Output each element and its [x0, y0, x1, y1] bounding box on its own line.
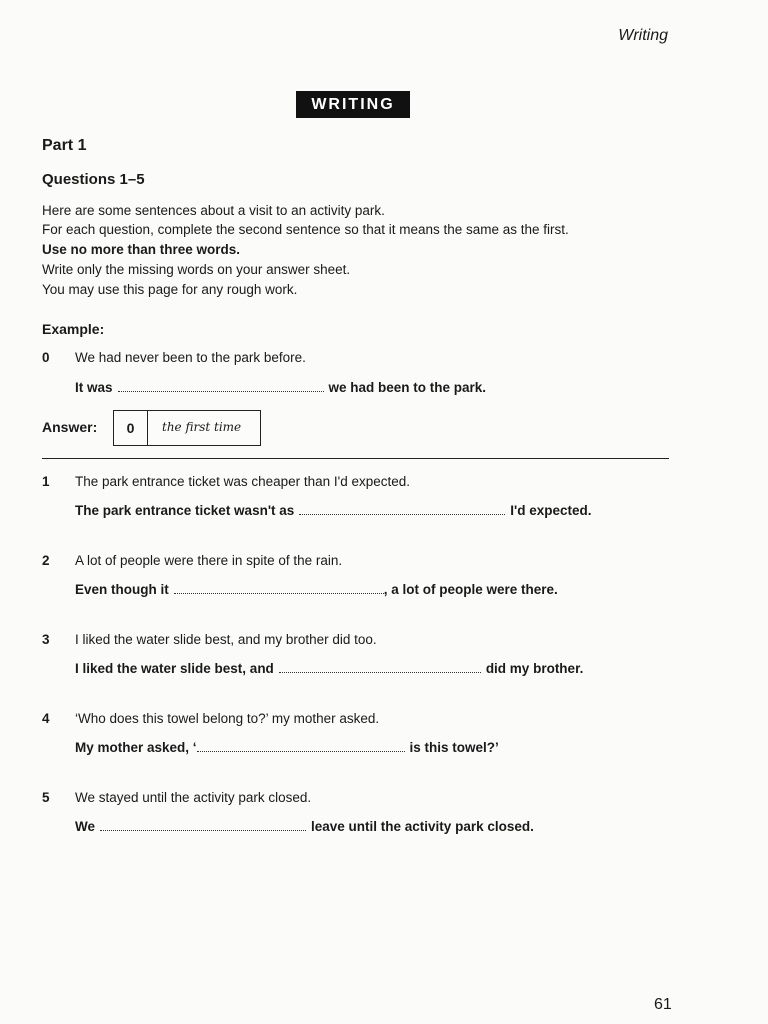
- running-head: Writing: [618, 27, 668, 44]
- instruction-line-emphasis: Use no more than three words.: [42, 242, 241, 257]
- question-sentence: I liked the water slide best, and my brother did too.: [75, 632, 377, 647]
- instruction-line: Write only the missing words on your answer sheet.: [42, 262, 351, 277]
- question-sentence: The park entrance ticket was cheaper than I'd expected.: [75, 474, 411, 489]
- question-sentence: ‘Who does this towel belong to?’ my mother asked.: [75, 711, 380, 726]
- question-prefix: My mother asked, ‘: [75, 740, 197, 755]
- question-answer-line: [75, 503, 592, 518]
- question-blank: [174, 582, 384, 594]
- example-blank: [118, 380, 324, 392]
- question-blank: [299, 503, 505, 515]
- question-prefix: I liked the water slide best, and: [75, 661, 274, 676]
- example-suffix: we had been to the park.: [328, 380, 487, 395]
- question-answer-line: [75, 819, 534, 834]
- question-blank: [279, 661, 481, 673]
- answer-box-text: the first time: [162, 420, 242, 434]
- example-sentence: We had never been to the park before.: [75, 350, 306, 365]
- question-suffix: I'd expected.: [510, 503, 592, 518]
- question-prefix: We: [75, 819, 96, 834]
- instruction-line: You may use this page for any rough work.: [42, 282, 298, 297]
- question-suffix: , a lot of people were there.: [383, 582, 558, 597]
- instruction-line: For each question, complete the second sentence so that it means the same as the first.: [42, 222, 569, 237]
- question-blank: [197, 740, 405, 752]
- question-suffix: leave until the activity park closed.: [311, 819, 534, 834]
- section-divider: [42, 458, 669, 459]
- example-answer-line: [75, 380, 486, 395]
- question-sentence: A lot of people were there in spite of the rain.: [75, 553, 343, 568]
- question-answer-line: [75, 740, 499, 755]
- question-number: 1: [42, 474, 50, 489]
- page-number: 61: [654, 996, 672, 1013]
- question-answer-line: [75, 661, 583, 676]
- answer-label: Answer:: [42, 419, 98, 435]
- example-label: Example:: [42, 321, 105, 337]
- instruction-line: Here are some sentences about a visit to an activity park.: [42, 203, 385, 218]
- question-number: 3: [42, 632, 50, 647]
- question-suffix: did my brother.: [485, 661, 584, 676]
- question-blank: [100, 819, 306, 831]
- example-prefix: It was: [75, 380, 113, 395]
- question-number: 2: [42, 553, 50, 568]
- question-answer-line: [75, 582, 558, 597]
- question-sentence: We stayed until the activity park closed.: [75, 790, 312, 805]
- question-prefix: Even though it: [75, 582, 169, 597]
- section-banner: WRITING: [296, 91, 410, 118]
- question-prefix: The park entrance ticket wasn't as: [75, 503, 295, 518]
- question-suffix: is this towel?’: [409, 740, 499, 755]
- question-number: 4: [42, 711, 50, 726]
- example-answer-box: [113, 410, 261, 446]
- example-number: 0: [42, 350, 50, 365]
- question-number: 5: [42, 790, 50, 805]
- questions-heading: Questions 1–5: [42, 171, 145, 188]
- answer-box-number: 0: [114, 411, 148, 445]
- part-heading: Part 1: [42, 137, 87, 154]
